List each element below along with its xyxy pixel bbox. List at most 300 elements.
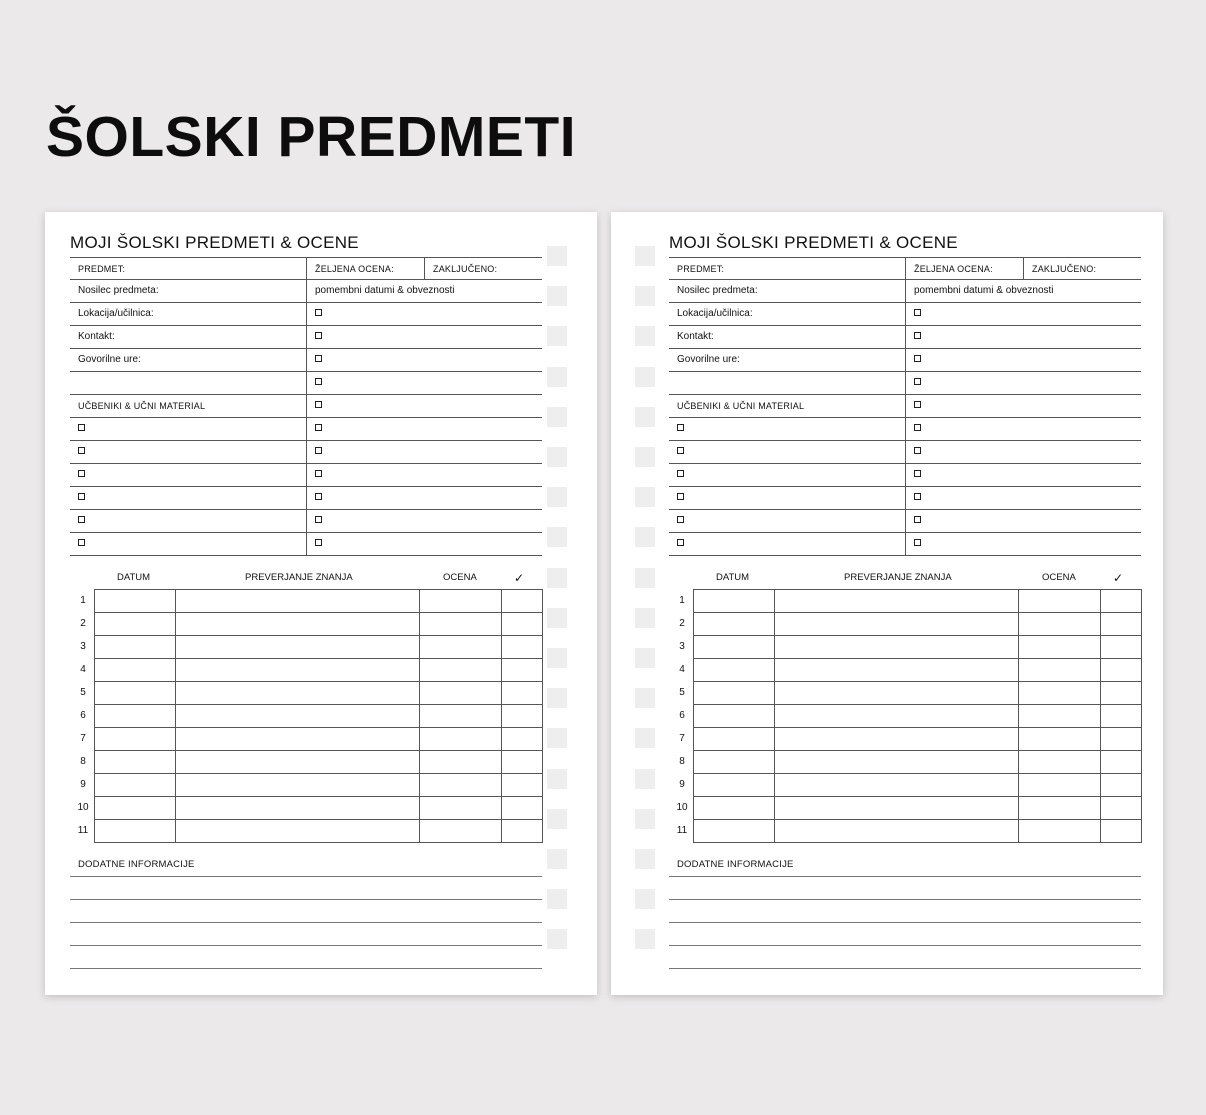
punch-hole (635, 407, 655, 427)
row-number: 1 (80, 595, 86, 606)
checkbox-icon[interactable] (914, 378, 921, 385)
punch-hole (547, 769, 567, 789)
table-row (95, 590, 543, 613)
table-row (694, 682, 1142, 705)
office-hours-row (70, 349, 542, 372)
punch-hole (635, 889, 655, 909)
info-label: pomembni datumi & obveznosti (914, 285, 1054, 296)
grade-cell[interactable] (420, 705, 502, 728)
info-cell-right (905, 372, 1141, 394)
grade-cell[interactable] (1019, 636, 1101, 659)
punch-hole (635, 849, 655, 869)
info-cell-right (905, 441, 1141, 463)
punch-hole (635, 809, 655, 829)
punch-hole (635, 688, 655, 708)
grade-cell[interactable] (502, 797, 543, 820)
grade-cell[interactable] (176, 590, 420, 613)
row-number: 3 (679, 641, 685, 652)
grade-cell[interactable] (694, 682, 775, 705)
grade-cell[interactable] (176, 774, 420, 797)
grade-cell[interactable] (176, 659, 420, 682)
grade-cell[interactable] (775, 751, 1019, 774)
info-cell-left (70, 464, 306, 486)
grade-cell[interactable] (176, 613, 420, 636)
info-cell-left (70, 258, 306, 280)
row-number: 2 (679, 618, 685, 629)
punch-hole (547, 246, 567, 266)
punch-hole (547, 688, 567, 708)
contact-row (669, 326, 1141, 349)
info-cell-right (905, 510, 1141, 532)
info-cell-left (70, 395, 306, 417)
info-cell-right (306, 441, 542, 463)
checkbox-icon[interactable] (914, 332, 921, 339)
info-cell-left (70, 372, 306, 394)
punch-hole (547, 326, 567, 346)
checkbox-icon[interactable] (315, 332, 322, 339)
punch-hole (547, 648, 567, 668)
checkbox-icon[interactable] (914, 516, 921, 523)
punch-hole (547, 889, 567, 909)
info-cell-left (669, 280, 905, 302)
grade-cell[interactable] (694, 613, 775, 636)
checkbox-icon[interactable] (78, 447, 85, 454)
punch-hole (635, 367, 655, 387)
grade-cell[interactable] (775, 659, 1019, 682)
punch-hole (635, 568, 655, 588)
column-header-assessment: PREVERJANJE ZNANJA (844, 572, 952, 583)
punch-hole (547, 809, 567, 829)
column-header-assessment: PREVERJANJE ZNANJA (245, 572, 353, 583)
row-number: 1 (679, 595, 685, 606)
grade-cell[interactable] (420, 590, 502, 613)
grade-cell[interactable] (95, 751, 176, 774)
row-number: 6 (679, 710, 685, 721)
checkbox-icon[interactable] (315, 401, 322, 408)
grade-cell[interactable] (775, 613, 1019, 636)
textbook-row (70, 464, 542, 487)
punch-hole (635, 648, 655, 668)
row-number: 10 (676, 802, 688, 813)
info-cell-right (306, 395, 542, 417)
grade-cell[interactable] (1019, 659, 1101, 682)
row-number: 5 (679, 687, 685, 698)
notes-label: DODATNE INFORMACIJE (78, 859, 195, 870)
info-cell-left (669, 326, 905, 348)
grade-cell[interactable] (1101, 682, 1142, 705)
grade-cell[interactable] (694, 751, 775, 774)
checkbox-icon[interactable] (315, 539, 322, 546)
textbook-row (669, 464, 1141, 487)
punch-hole (547, 487, 567, 507)
punch-hole (547, 728, 567, 748)
table-row (694, 636, 1142, 659)
punch-hole (635, 246, 655, 266)
row-number: 3 (80, 641, 86, 652)
worksheet-right (611, 212, 1163, 995)
grade-cell[interactable] (95, 797, 176, 820)
grade-cell[interactable] (694, 797, 775, 820)
checkbox-icon[interactable] (78, 539, 85, 546)
textbook-row (70, 533, 542, 556)
row-number: 7 (679, 733, 685, 744)
grade-cell[interactable] (95, 774, 176, 797)
info-cell-right (306, 418, 542, 440)
grade-cell[interactable] (95, 659, 176, 682)
info-cell-right (905, 487, 1141, 509)
grade-cell[interactable] (1101, 797, 1142, 820)
punch-hole (547, 929, 567, 949)
textbook-row (669, 510, 1141, 533)
grade-cell[interactable] (502, 659, 543, 682)
info-label: Lokacija/učilnica: (78, 308, 154, 319)
grade-cell[interactable] (176, 751, 420, 774)
blank-row (669, 372, 1141, 395)
punch-hole (635, 326, 655, 346)
checkbox-icon[interactable] (78, 424, 85, 431)
info-cell-left (669, 464, 905, 486)
checkbox-icon[interactable] (78, 493, 85, 500)
info-cell-right (306, 533, 542, 555)
checkbox-icon[interactable] (914, 401, 921, 408)
grade-cell[interactable] (502, 774, 543, 797)
table-row (95, 751, 543, 774)
checkbox-icon[interactable] (315, 470, 322, 477)
page-title: ŠOLSKI PREDMETI (46, 105, 577, 169)
notes-line[interactable] (70, 899, 542, 900)
info-cell-right (905, 418, 1141, 440)
grade-cell[interactable] (1019, 797, 1101, 820)
table-row (95, 613, 543, 636)
info-label: Kontakt: (677, 331, 714, 342)
info-label: UČBENIKI & UČNI MATERIAL (677, 401, 805, 411)
checkbox-icon[interactable] (315, 493, 322, 500)
grade-cell[interactable] (1101, 613, 1142, 636)
subject-row (70, 257, 542, 280)
notes-label: DODATNE INFORMACIJE (677, 859, 794, 870)
table-row (694, 751, 1142, 774)
grade-cell[interactable] (95, 705, 176, 728)
checkbox-icon[interactable] (315, 424, 322, 431)
info-cell-right (306, 464, 542, 486)
grade-cell[interactable] (1101, 728, 1142, 751)
info-cell-right (905, 326, 1141, 348)
punch-hole (547, 849, 567, 869)
grade-cell[interactable] (1101, 820, 1142, 843)
info-cell-right (905, 280, 1141, 302)
checkbox-icon[interactable] (315, 378, 322, 385)
info-label: PREDMET: (677, 264, 725, 274)
info-cell-left (70, 326, 306, 348)
grade-cell[interactable] (1101, 590, 1142, 613)
grade-cell[interactable] (1101, 751, 1142, 774)
info-cell-left (669, 418, 905, 440)
info-label: Nosilec predmeta: (677, 285, 758, 296)
info-label: Govorilne ure: (78, 354, 141, 365)
grade-cell[interactable] (1101, 705, 1142, 728)
grades-table (693, 589, 1142, 843)
checkbox-icon[interactable] (677, 493, 684, 500)
checkbox-icon[interactable] (315, 309, 322, 316)
grade-cell[interactable] (502, 682, 543, 705)
table-row (95, 682, 543, 705)
grade-cell[interactable] (176, 820, 420, 843)
checkbox-icon[interactable] (914, 309, 921, 316)
textbook-row (70, 441, 542, 464)
info-cell-left (70, 487, 306, 509)
textbook-row (70, 487, 542, 510)
info-label: Lokacija/učilnica: (677, 308, 753, 319)
grade-cell[interactable] (694, 590, 775, 613)
notes-line[interactable] (669, 922, 1141, 923)
notes-line[interactable] (70, 945, 542, 946)
row-number: 4 (679, 664, 685, 675)
info-label: Govorilne ure: (677, 354, 740, 365)
grade-cell[interactable] (420, 659, 502, 682)
notes-line[interactable] (669, 945, 1141, 946)
table-row (694, 797, 1142, 820)
grade-cell[interactable] (95, 682, 176, 705)
grade-cell[interactable] (420, 613, 502, 636)
info-label: pomembni datumi & obveznosti (315, 285, 455, 296)
info-cell-right (306, 372, 542, 394)
checkbox-icon[interactable] (315, 447, 322, 454)
grade-cell[interactable] (694, 820, 775, 843)
grade-cell[interactable] (694, 774, 775, 797)
column-header-grade: OCENA (1042, 572, 1076, 583)
textbook-row (669, 418, 1141, 441)
notes-line[interactable] (669, 876, 1141, 877)
grade-cell[interactable] (694, 728, 775, 751)
grade-cell[interactable] (502, 820, 543, 843)
location-row (70, 303, 542, 326)
grade-cell[interactable] (176, 682, 420, 705)
grade-cell[interactable] (775, 705, 1019, 728)
row-number: 11 (77, 825, 89, 836)
info-cell-right (905, 533, 1141, 555)
info-cell-left (70, 418, 306, 440)
checkbox-icon[interactable] (677, 539, 684, 546)
info-cell-right (306, 349, 542, 371)
grade-cell[interactable] (1101, 636, 1142, 659)
checkbox-icon[interactable] (914, 447, 921, 454)
grade-cell[interactable] (502, 590, 543, 613)
grade-cell[interactable] (420, 797, 502, 820)
textbook-row (669, 533, 1141, 556)
table-row (95, 820, 543, 843)
sheet-title: MOJI ŠOLSKI PREDMETI & OCENE (70, 233, 359, 252)
grade-cell[interactable] (95, 613, 176, 636)
punch-hole (635, 608, 655, 628)
grade-cell[interactable] (694, 705, 775, 728)
checkbox-icon[interactable] (677, 424, 684, 431)
info-cell-right (306, 510, 542, 532)
checkbox-icon[interactable] (914, 470, 921, 477)
sheet-title: MOJI ŠOLSKI PREDMETI & OCENE (669, 233, 958, 252)
punch-hole (635, 447, 655, 467)
grade-cell[interactable] (1019, 820, 1101, 843)
info-cell-right (306, 280, 542, 302)
grade-cell[interactable] (502, 751, 543, 774)
grade-cell[interactable] (502, 636, 543, 659)
info-cell-right (306, 487, 542, 509)
row-number: 11 (676, 825, 688, 836)
check-icon: ✓ (514, 571, 525, 585)
grade-cell[interactable] (775, 728, 1019, 751)
grade-cell[interactable] (420, 636, 502, 659)
info-cell-right (905, 349, 1141, 371)
grade-cell[interactable] (176, 797, 420, 820)
grade-cell[interactable] (176, 728, 420, 751)
info-cell-left (70, 280, 306, 302)
grade-cell[interactable] (1019, 728, 1101, 751)
grade-cell[interactable] (1019, 590, 1101, 613)
grades-table (94, 589, 543, 843)
punch-hole (635, 527, 655, 547)
punch-hole (547, 367, 567, 387)
grade-cell[interactable] (502, 705, 543, 728)
grade-cell[interactable] (95, 590, 176, 613)
contact-row (70, 326, 542, 349)
info-cell-left (669, 533, 905, 555)
info-cell-right (905, 464, 1141, 486)
grade-cell[interactable] (775, 636, 1019, 659)
table-row (694, 728, 1142, 751)
blank-row (70, 372, 542, 395)
punch-hole (635, 728, 655, 748)
grade-cell[interactable] (176, 705, 420, 728)
grade-cell[interactable] (694, 636, 775, 659)
table-row (694, 820, 1142, 843)
info-cell-right (306, 326, 542, 348)
grade-cell[interactable] (775, 682, 1019, 705)
table-row (95, 774, 543, 797)
checkbox-icon[interactable] (78, 516, 85, 523)
table-row (95, 728, 543, 751)
column-header-date: DATUM (716, 572, 750, 583)
info-cell-final (1023, 258, 1141, 280)
final-grade-label: ZAKLJUČENO: (1032, 264, 1097, 274)
notes-line[interactable] (669, 968, 1141, 969)
checkbox-icon[interactable] (677, 447, 684, 454)
punch-hole (635, 286, 655, 306)
info-cell-final (424, 258, 542, 280)
info-cell-left (669, 395, 905, 417)
checkbox-icon[interactable] (315, 516, 322, 523)
checkbox-icon[interactable] (914, 539, 921, 546)
grade-cell[interactable] (502, 613, 543, 636)
info-label: UČBENIKI & UČNI MATERIAL (78, 401, 206, 411)
grade-cell[interactable] (95, 820, 176, 843)
row-number: 8 (80, 756, 86, 767)
info-cell-left (669, 372, 905, 394)
info-cell-right (905, 395, 1141, 417)
check-icon: ✓ (1113, 571, 1124, 585)
final-grade-label: ZAKLJUČENO: (433, 264, 498, 274)
checkbox-icon[interactable] (914, 424, 921, 431)
punch-hole (547, 527, 567, 547)
grade-cell[interactable] (420, 682, 502, 705)
punch-hole (635, 487, 655, 507)
column-header-date: DATUM (117, 572, 151, 583)
checkbox-icon[interactable] (677, 470, 684, 477)
grade-cell[interactable] (1101, 659, 1142, 682)
grade-cell[interactable] (775, 590, 1019, 613)
row-number: 9 (679, 779, 685, 790)
table-row (694, 705, 1142, 728)
table-row (95, 636, 543, 659)
info-label: PREDMET: (78, 264, 126, 274)
row-number: 6 (80, 710, 86, 721)
grade-cell[interactable] (502, 728, 543, 751)
textbooks-header-row (669, 395, 1141, 418)
notes-line[interactable] (70, 922, 542, 923)
grade-cell[interactable] (775, 820, 1019, 843)
info-cell-right (905, 303, 1141, 325)
grade-cell[interactable] (420, 728, 502, 751)
notes-line[interactable] (669, 899, 1141, 900)
textbooks-header-row (70, 395, 542, 418)
checkbox-icon[interactable] (914, 493, 921, 500)
grade-cell[interactable] (95, 636, 176, 659)
row-number: 9 (80, 779, 86, 790)
grade-cell[interactable] (694, 659, 775, 682)
table-row (95, 797, 543, 820)
row-number: 8 (679, 756, 685, 767)
grade-cell[interactable] (1101, 774, 1142, 797)
grade-cell[interactable] (1019, 682, 1101, 705)
textbook-row (669, 441, 1141, 464)
info-cell-right (905, 258, 1023, 280)
punch-hole (547, 447, 567, 467)
info-cell-left (70, 349, 306, 371)
checkbox-icon[interactable] (315, 355, 322, 362)
grade-cell[interactable] (95, 728, 176, 751)
textbook-row (70, 510, 542, 533)
grade-cell[interactable] (420, 751, 502, 774)
info-cell-right (306, 258, 424, 280)
worksheet-left (45, 212, 597, 995)
grade-cell[interactable] (1019, 705, 1101, 728)
notes-line[interactable] (70, 876, 542, 877)
checkbox-icon[interactable] (677, 516, 684, 523)
checkbox-icon[interactable] (914, 355, 921, 362)
notes-line[interactable] (70, 968, 542, 969)
checkbox-icon[interactable] (78, 470, 85, 477)
grade-cell[interactable] (775, 774, 1019, 797)
row-number: 5 (80, 687, 86, 698)
grade-cell[interactable] (420, 820, 502, 843)
grade-cell[interactable] (176, 636, 420, 659)
grade-cell[interactable] (1019, 613, 1101, 636)
location-row (669, 303, 1141, 326)
info-label: ŽELJENA OCENA: (914, 264, 993, 274)
textbook-row (669, 487, 1141, 510)
row-number: 2 (80, 618, 86, 629)
info-cell-left (669, 303, 905, 325)
punch-hole (547, 286, 567, 306)
grade-cell[interactable] (775, 797, 1019, 820)
table-row (694, 774, 1142, 797)
grade-cell[interactable] (1019, 751, 1101, 774)
grade-cell[interactable] (1019, 774, 1101, 797)
punch-hole (547, 407, 567, 427)
grade-cell[interactable] (420, 774, 502, 797)
office-hours-row (669, 349, 1141, 372)
info-cell-left (669, 487, 905, 509)
textbook-row (70, 418, 542, 441)
info-cell-left (70, 510, 306, 532)
